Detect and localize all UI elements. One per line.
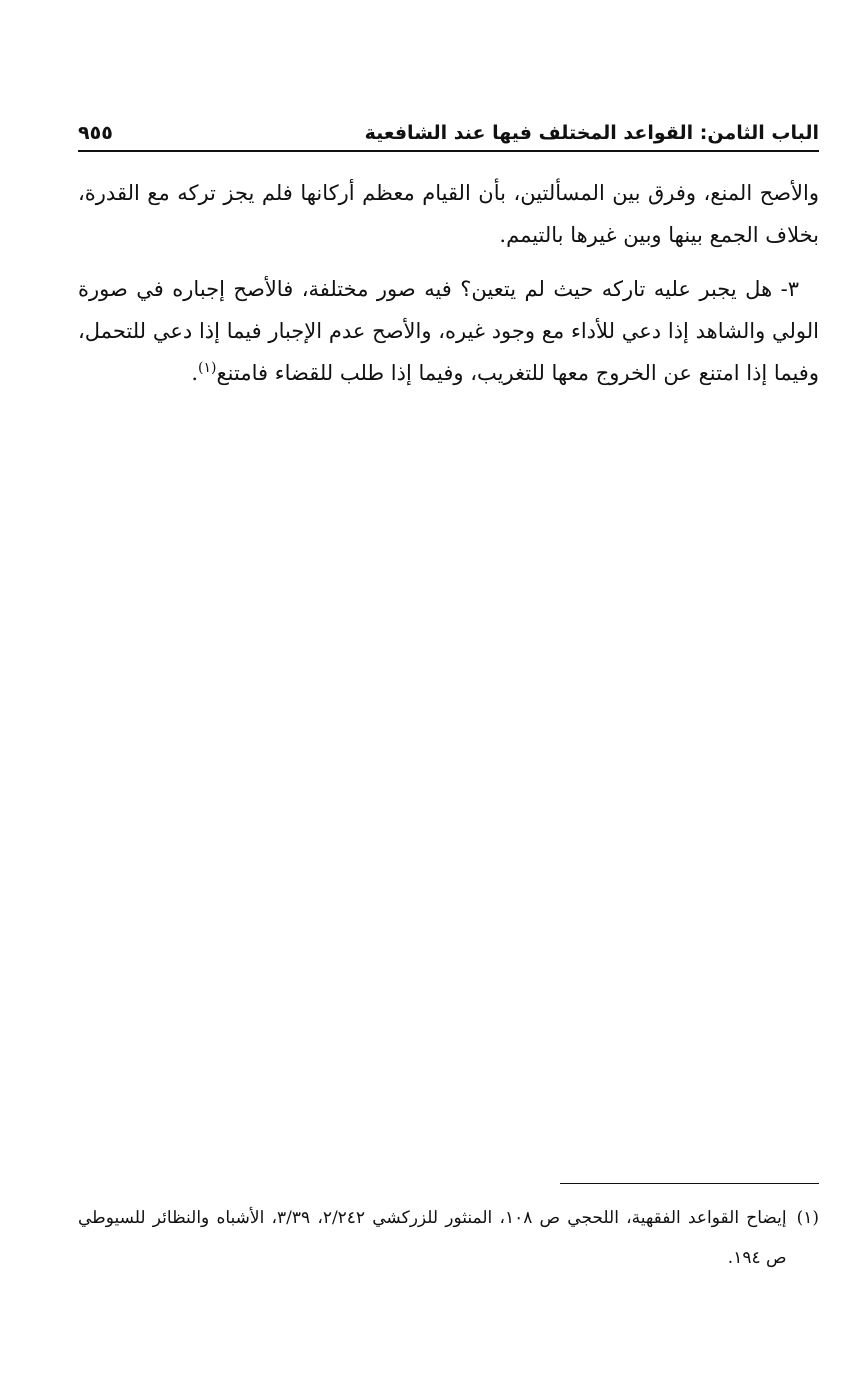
paragraph: والأصح المنع، وفرق بين المسألتين، بأن القيام معظم أركانها فلم يجز تركه مع القدرة، بخلاف الجمع بينها وبين غيرها بالتيمم. [78,181,819,247]
footnote-number: (١) [796,1208,819,1228]
paragraph-text: ٣- هل يجبر عليه تاركه حيث لم يتعين؟ فيه صور مختلفة، فالأصح إجباره في صورة الولي والشاهد إذا دعي للأداء مع وجود غيره، والأصح عدم الإجبار فيما إذا دعي للتحمل، وفيما إذا امتنع عن الخروج معها للتغريب، وفيما إذا طلب للقضاء فامتنع [78,277,819,385]
main-text [78,172,819,394]
footnote [78,1198,819,1278]
footnote-reference: (١) [198,360,217,376]
footnote-text: إيضاح القواعد الفقهية، اللحجي ص ١٠٨، المنثور للزركشي ٢/٢٤٢، ٣/٣٩، الأشباه والنظائر للسيوطي ص ١٩٤. [78,1208,787,1268]
paragraph-end-punctuation: . [191,361,199,385]
chapter-title: الباب الثامن: القواعد المختلف فيها عند الشافعية [364,122,819,144]
footnote-separator [560,1183,819,1184]
header-rule [78,150,819,152]
page-number: ٩٥٥ [78,122,113,144]
numbered-paragraph [78,268,819,394]
running-header [78,112,819,144]
